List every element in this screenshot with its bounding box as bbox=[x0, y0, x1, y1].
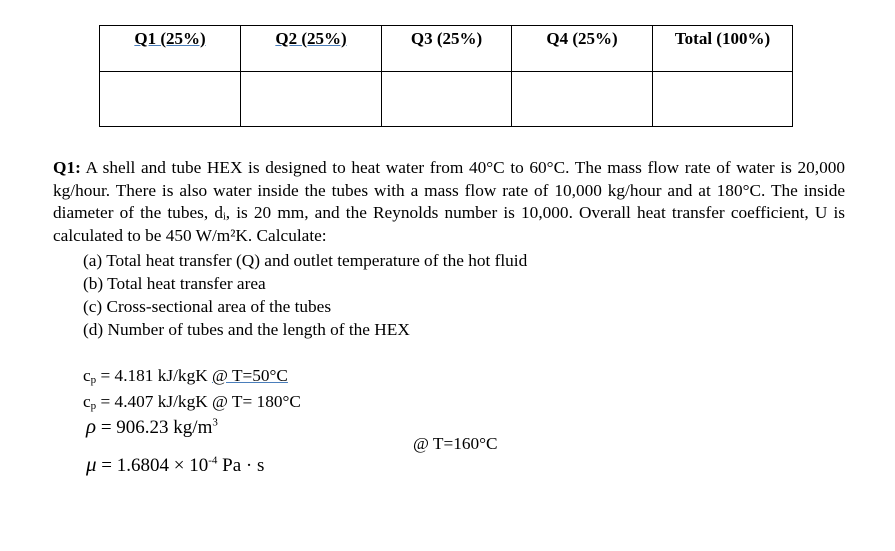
header-q3: Q3 (25%) bbox=[382, 26, 512, 72]
viscosity-equation: $\mu = 1.6804 \times 10^{-4}$ Pa · s bbox=[86, 452, 265, 476]
mark-cell-total[interactable] bbox=[653, 72, 793, 127]
header-q4: Q4 (25%) bbox=[512, 26, 653, 72]
header-q1: Q1 (25%) bbox=[100, 26, 241, 72]
density-equation: ρ = 906.23 $kg/m^3$ bbox=[86, 414, 218, 438]
cp-line-1: cp = 4.181 kJ/kgK @ T=50°C bbox=[83, 366, 288, 386]
mark-cell-q4[interactable] bbox=[512, 72, 653, 127]
mark-cell-q1[interactable] bbox=[100, 72, 241, 127]
score-table-marks-row bbox=[100, 72, 793, 127]
temperature-note: @ T=160°C bbox=[413, 434, 498, 453]
property-list bbox=[83, 365, 301, 417]
question-part-c: (c) Cross-sectional area of the tubes bbox=[83, 297, 332, 316]
question-part-b: (b) Total heat transfer area bbox=[83, 274, 266, 293]
question-part-d: (d) Number of tubes and the length of the HEX bbox=[83, 320, 410, 339]
question-parts-list bbox=[83, 249, 527, 341]
cp-line-2: cp = 4.407 kJ/kgK @ T= 180°C bbox=[83, 392, 301, 412]
header-total: Total (100%) bbox=[653, 26, 793, 72]
score-table bbox=[99, 25, 793, 127]
question-part-a: (a) Total heat transfer (Q) and outlet temperature of the hot fluid bbox=[83, 251, 528, 270]
score-table-header-row bbox=[100, 26, 793, 72]
question-label: Q1: bbox=[53, 158, 81, 177]
question-text: A shell and tube HEX is designed to heat water from 40°C to 60°C. The mass flow rate of water is 20,000 kg/hour. There is also water inside the tubes with a mass flow rate of 10,000 kg/hour and at 180°C. The inside diameter of the tubes, dᵢ, is 20 mm, and the Reynolds number is 10,000. Overall heat transfer coefficient, U is calculated to be 450 W/m²K. Calculate: bbox=[53, 158, 845, 245]
question-paragraph bbox=[53, 157, 845, 247]
header-q2: Q2 (25%) bbox=[241, 26, 382, 72]
mark-cell-q2[interactable] bbox=[241, 72, 382, 127]
mark-cell-q3[interactable] bbox=[382, 72, 512, 127]
